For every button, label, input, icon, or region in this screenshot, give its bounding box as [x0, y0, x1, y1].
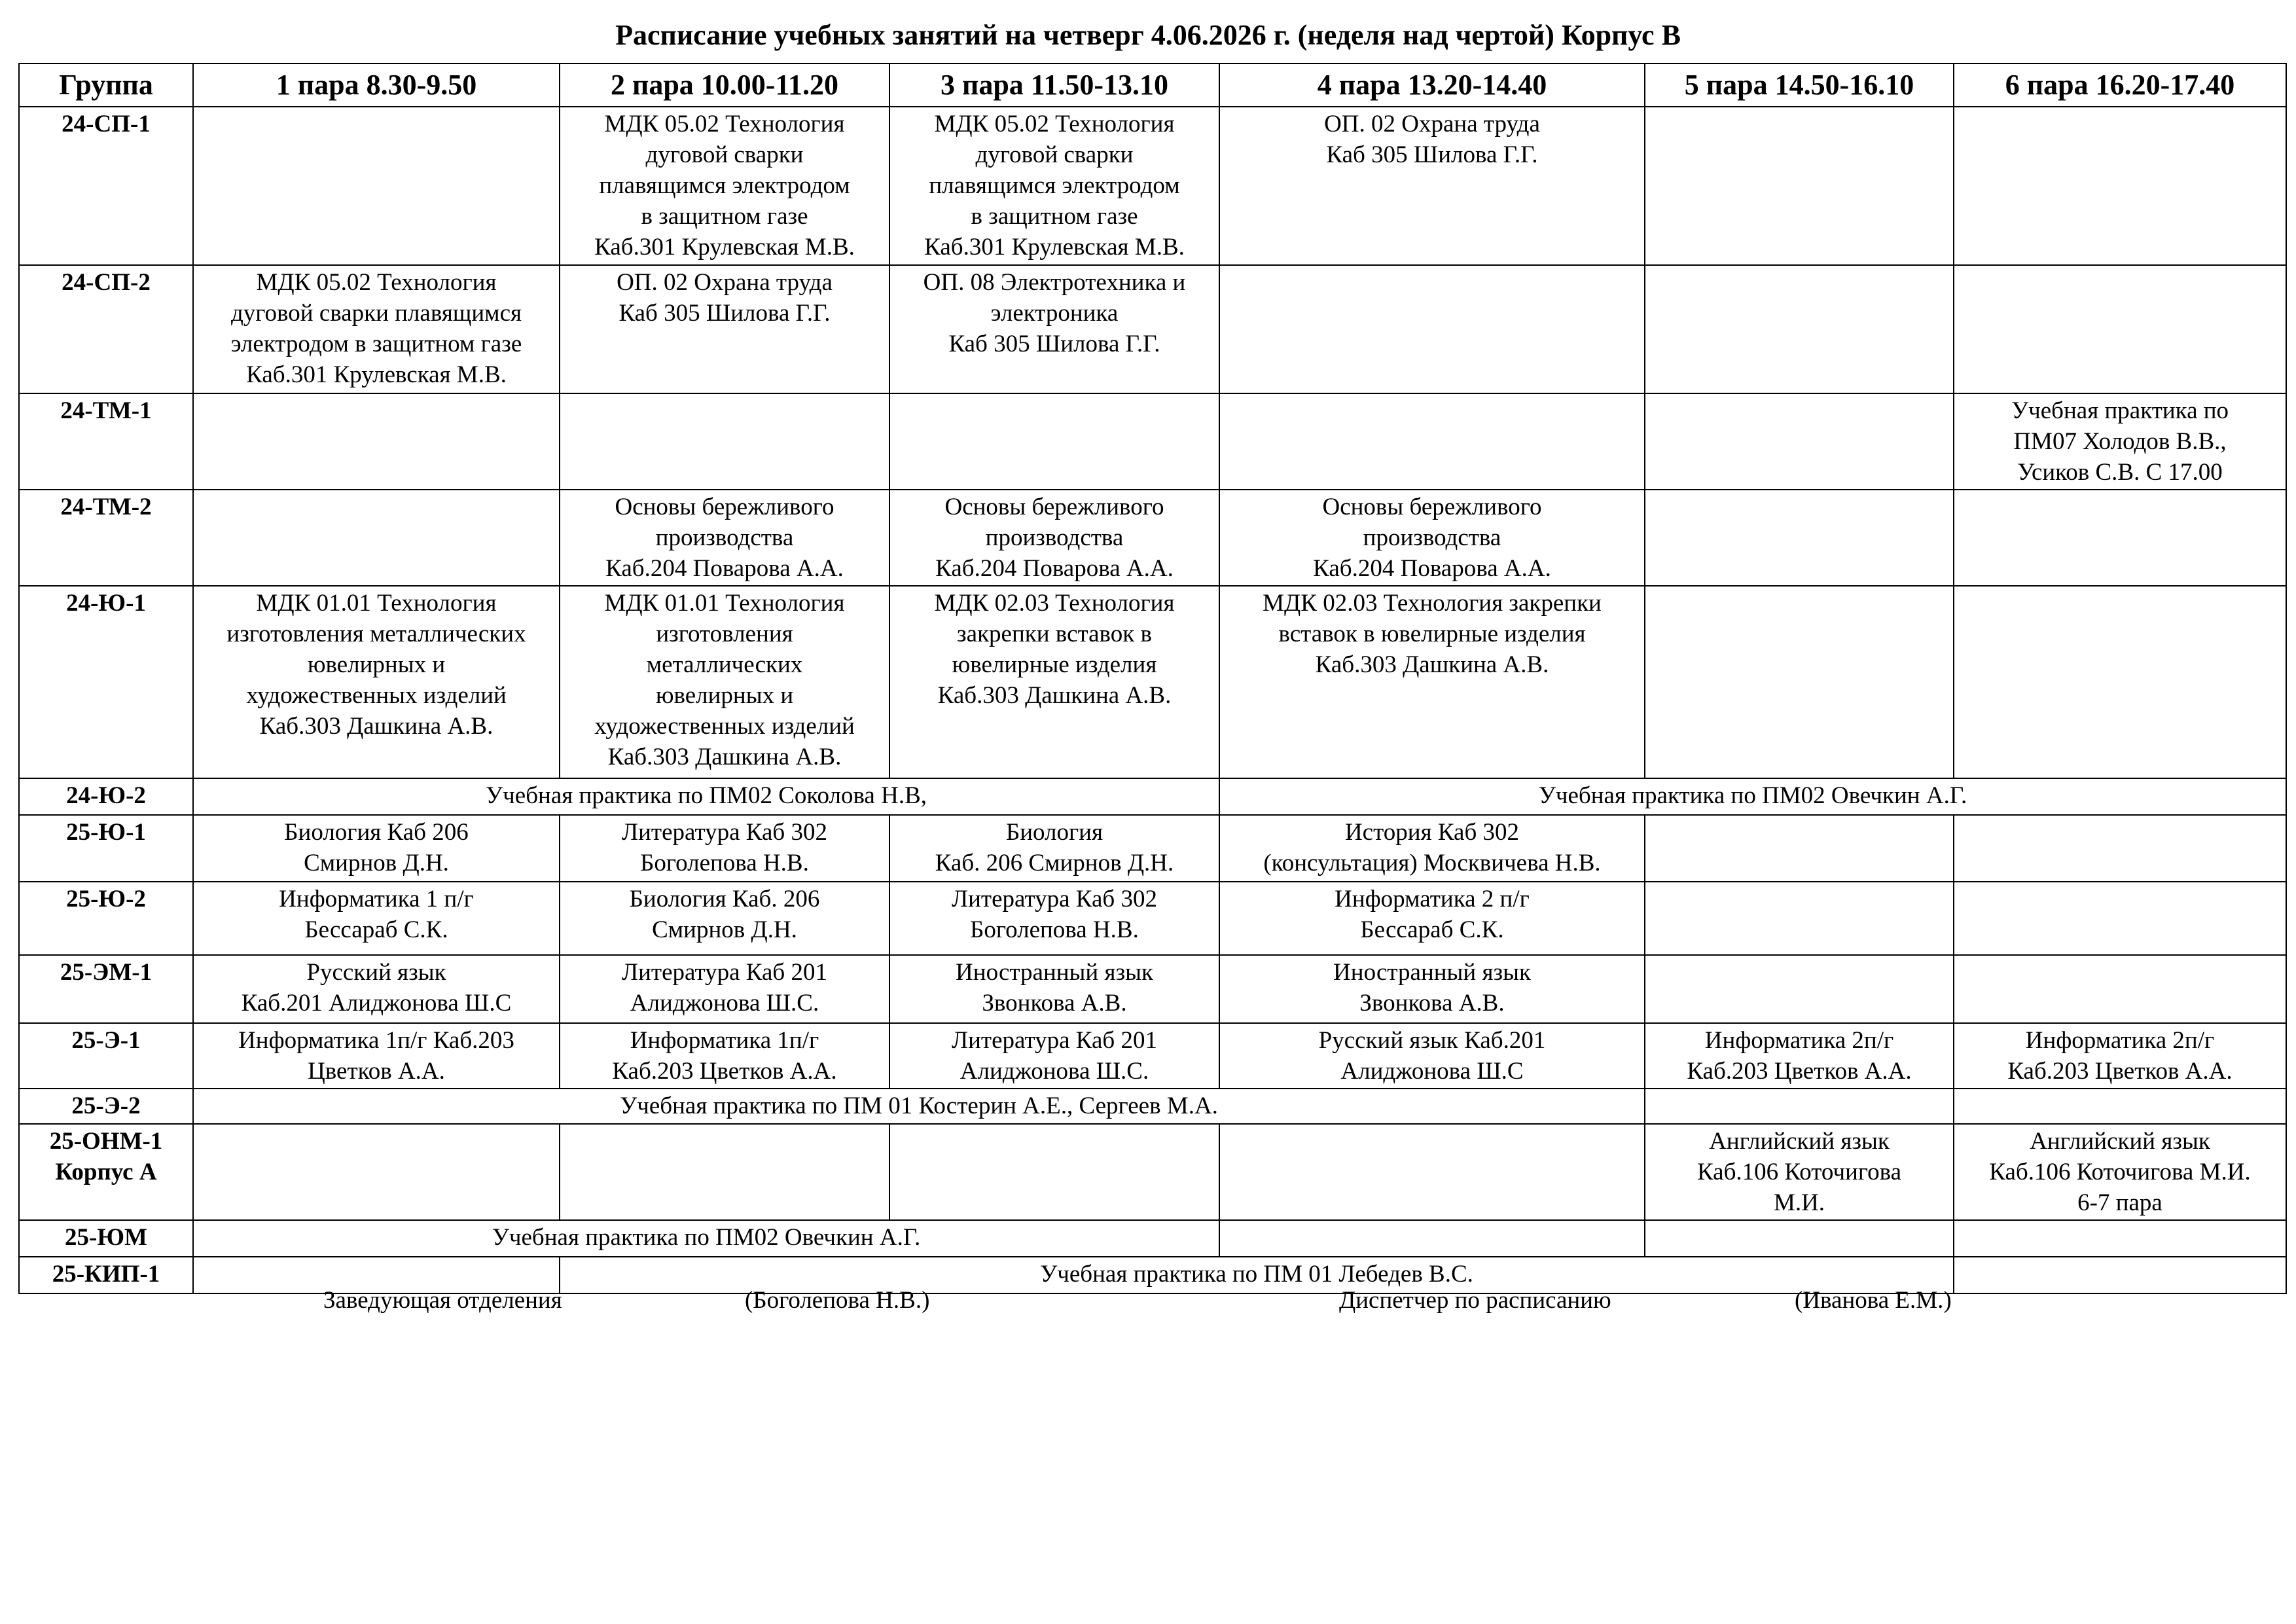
lesson-cell	[1219, 490, 1645, 586]
table-row	[19, 1124, 2286, 1220]
lesson-line: Каб.204 Поварова А.А.	[935, 555, 1174, 582]
table-row	[19, 107, 2286, 265]
table-row	[19, 955, 2286, 1023]
lesson-cell	[193, 393, 560, 490]
table-row	[19, 393, 2286, 490]
table-row	[19, 1089, 2286, 1124]
lesson-line: дуговой сварки плавящимся	[230, 300, 522, 327]
lesson-cell	[1645, 815, 1954, 882]
lesson-cell	[1645, 1124, 1954, 1220]
lesson-cell	[889, 815, 1219, 882]
lesson-line: МДК 02.03 Технология	[934, 590, 1175, 617]
lesson-line: электроника	[990, 300, 1119, 327]
lesson-cell	[1219, 955, 1645, 1023]
lesson-line: Каб.203 Цветков А.А.	[612, 1058, 837, 1085]
group-name: 24-СП-1	[62, 111, 151, 137]
lesson-cell	[889, 490, 1219, 586]
lesson-cell	[889, 393, 1219, 490]
lesson-line: Иностранный язык	[956, 959, 1153, 986]
group-name: 25-ЭМ-1	[60, 959, 152, 986]
lesson-cell	[1645, 955, 1954, 1023]
lesson-line: ОП. 02 Охрана труда	[617, 269, 833, 296]
dispatcher-name: (Иванова Е.М.)	[1795, 1287, 1952, 1314]
group-name: 25-Ю-2	[66, 886, 146, 912]
lesson-line: Информатика 2п/г	[1704, 1027, 1894, 1054]
group-name-cell	[19, 107, 193, 265]
lesson-line: Учебная практика по ПМ02 Соколова Н.В,	[485, 782, 927, 809]
lesson-line: Учебная практика по ПМ02 Овечкин А.Г.	[1538, 782, 1967, 809]
lesson-line: Каб.303 Дашкина А.В.	[1315, 651, 1549, 678]
lesson-line: производства	[655, 524, 794, 551]
group-name: 25-КИП-1	[52, 1261, 160, 1288]
lesson-cell	[560, 1023, 889, 1089]
lesson-line: МДК 02.03 Технология закрепки	[1263, 590, 1602, 617]
lesson-cell	[1954, 586, 2286, 778]
group-name: 25-Э-1	[71, 1027, 141, 1054]
lesson-cell	[193, 490, 560, 586]
lesson-line: ювелирные изделия	[952, 651, 1157, 678]
table-row	[19, 815, 2286, 882]
lesson-line: Смирнов Д.Н.	[304, 850, 449, 876]
lesson-cell	[1645, 265, 1954, 393]
group-name: 25-ЮМ	[65, 1224, 147, 1251]
lesson-line: Биология	[1005, 819, 1103, 846]
lesson-line: Боголепова Н.В.	[640, 850, 809, 876]
lesson-cell	[193, 1220, 1219, 1257]
lesson-cell	[560, 490, 889, 586]
schedule-body	[19, 107, 2286, 1293]
lesson-line: Каб.201 Алиджонова Ш.С	[241, 990, 512, 1017]
table-row	[19, 882, 2286, 955]
lesson-line: в защитном газе	[971, 203, 1138, 230]
lesson-line: Каб. 206 Смирнов Д.Н.	[935, 850, 1174, 876]
lesson-cell	[560, 265, 889, 393]
lesson-line: Каб.303 Дашкина А.В.	[607, 744, 842, 770]
lesson-line: МДК 05.02 Технология	[256, 269, 497, 296]
lesson-line: Бессараб С.К.	[304, 916, 448, 943]
lesson-line: Каб.301 Крулевская М.В.	[594, 234, 855, 261]
lesson-cell	[1219, 778, 2286, 815]
lesson-line: Каб.204 Поварова А.А.	[605, 555, 844, 582]
group-name-cell	[19, 1220, 193, 1257]
lesson-cell	[1219, 1124, 1645, 1220]
lesson-line: Информатика 1п/г	[630, 1027, 819, 1054]
lesson-line: ювелирных и	[307, 651, 446, 678]
schedule-table	[18, 63, 2287, 1294]
group-name: 24-Ю-2	[66, 782, 146, 809]
group-name: 24-ТМ-2	[60, 494, 152, 520]
lesson-cell	[889, 1023, 1219, 1089]
lesson-line: Учебная практика по ПМ 01 Лебедев В.С.	[1040, 1261, 1473, 1288]
header-pair-6: 6 пара 16.20-17.40	[1954, 63, 2286, 107]
lesson-cell	[1954, 815, 2286, 882]
lesson-line: Усиков С.В. С 17.00	[2017, 459, 2223, 486]
lesson-line: Алиджонова Ш.С.	[960, 1058, 1149, 1085]
lesson-line: производства	[985, 524, 1124, 551]
group-name-cell	[19, 1124, 193, 1220]
lesson-cell	[1219, 1023, 1645, 1089]
lesson-line: Основы бережливого	[1322, 494, 1542, 520]
table-row	[19, 778, 2286, 815]
table-row	[19, 490, 2286, 586]
head-name: (Боголепова Н.В.)	[745, 1287, 930, 1314]
group-name-cell	[19, 882, 193, 955]
lesson-cell	[1219, 815, 1645, 882]
head-title: Заведующая отделения	[323, 1287, 562, 1314]
lesson-cell	[1219, 586, 1645, 778]
lesson-cell	[1954, 265, 2286, 393]
lesson-line: Литература Каб 201	[952, 1027, 1157, 1054]
lesson-cell	[889, 882, 1219, 955]
group-name: Корпус А	[55, 1159, 157, 1185]
lesson-cell	[1645, 586, 1954, 778]
lesson-line: вставок в ювелирные изделия	[1278, 621, 1586, 647]
lesson-line: Информатика 1 п/г	[279, 886, 474, 912]
group-name-cell	[19, 586, 193, 778]
lesson-line: Информатика 2 п/г	[1335, 886, 1530, 912]
lesson-line: Английский язык	[2030, 1128, 2210, 1155]
lesson-cell	[560, 815, 889, 882]
lesson-line: дуговой сварки	[975, 141, 1134, 168]
lesson-line: Каб.303 Дашкина А.В.	[259, 713, 493, 740]
header-pair-1: 1 пара 8.30-9.50	[193, 63, 560, 107]
lesson-line: Информатика 1п/г Каб.203	[238, 1027, 514, 1054]
lesson-cell	[1645, 490, 1954, 586]
lesson-cell	[1645, 1089, 1954, 1124]
group-name-cell	[19, 490, 193, 586]
page-title: Расписание учебных занятий на четверг 4.06.2026 г. (неделя над чертой) Корпус В	[615, 19, 1681, 51]
lesson-line: Иностранный язык	[1333, 959, 1531, 986]
lesson-line: электродом в защитном газе	[230, 331, 522, 357]
table-row	[19, 265, 2286, 393]
lesson-cell	[1954, 393, 2286, 490]
lesson-cell	[1954, 1124, 2286, 1220]
lesson-line: История Каб 302	[1344, 819, 1520, 846]
lesson-cell	[1954, 955, 2286, 1023]
lesson-cell	[1954, 1257, 2286, 1293]
lesson-line: художественных изделий	[246, 682, 507, 709]
lesson-cell	[193, 882, 560, 955]
group-name-cell	[19, 265, 193, 393]
lesson-cell	[1219, 265, 1645, 393]
table-row	[19, 1220, 2286, 1257]
lesson-line: М.И.	[1773, 1189, 1825, 1216]
lesson-line: Цветков А.А.	[308, 1058, 445, 1085]
lesson-cell	[1954, 107, 2286, 265]
group-name: 24-Ю-1	[66, 590, 146, 617]
lesson-line: ювелирных и	[655, 682, 794, 709]
lesson-cell	[1645, 1023, 1954, 1089]
group-name-cell	[19, 1089, 193, 1124]
lesson-line: Каб 305 Шилова Г.Г.	[948, 331, 1160, 357]
lesson-cell	[193, 955, 560, 1023]
lesson-line: Русский язык Каб.201	[1318, 1027, 1546, 1054]
group-name: 24-СП-2	[62, 269, 151, 296]
lesson-cell	[889, 955, 1219, 1023]
group-name: 25-ОНМ-1	[49, 1128, 163, 1155]
header-pair-4: 4 пара 13.20-14.40	[1219, 63, 1645, 107]
lesson-cell	[889, 107, 1219, 265]
table-row	[19, 1023, 2286, 1089]
lesson-cell	[560, 1124, 889, 1220]
lesson-cell	[1219, 393, 1645, 490]
lesson-cell	[1219, 107, 1645, 265]
lesson-line: изготовления металлических	[226, 621, 526, 647]
lesson-line: Русский язык	[306, 959, 446, 986]
lesson-cell	[1219, 1220, 1645, 1257]
lesson-line: Каб.303 Дашкина А.В.	[937, 682, 1172, 709]
lesson-cell	[1954, 1220, 2286, 1257]
lesson-line: Литература Каб 201	[622, 959, 827, 986]
lesson-line: дуговой сварки	[645, 141, 804, 168]
lesson-line: Каб.204 Поварова А.А.	[1313, 555, 1551, 582]
lesson-line: производства	[1363, 524, 1501, 551]
group-name: 24-ТМ-1	[60, 397, 152, 424]
header-pair-2: 2 пара 10.00-11.20	[560, 63, 889, 107]
lesson-cell	[1954, 1023, 2286, 1089]
lesson-cell	[193, 265, 560, 393]
lesson-line: Английский язык	[1709, 1128, 1890, 1155]
group-name-cell	[19, 778, 193, 815]
lesson-line: Алиджонова Ш.С	[1340, 1058, 1524, 1085]
lesson-line: ОП. 08 Электротехника и	[923, 269, 1186, 296]
lesson-line: Боголепова Н.В.	[970, 916, 1139, 943]
lesson-cell	[193, 778, 1219, 815]
lesson-cell	[1645, 1220, 1954, 1257]
lesson-line: Биология Каб 206	[284, 819, 469, 846]
lesson-line: МДК 01.01 Технология	[256, 590, 497, 617]
lesson-cell	[1954, 1089, 2286, 1124]
lesson-line: изготовления	[656, 621, 793, 647]
lesson-cell	[889, 586, 1219, 778]
lesson-cell	[1645, 882, 1954, 955]
lesson-line: Биология Каб. 206	[629, 886, 820, 912]
lesson-line: Бессараб С.К.	[1360, 916, 1504, 943]
lesson-line: металлических	[646, 651, 803, 678]
lesson-line: Каб.301 Крулевская М.В.	[246, 361, 507, 388]
lesson-line: МДК 05.02 Технология	[934, 111, 1175, 137]
lesson-line: Каб 305 Шилова Г.Г.	[619, 300, 831, 327]
lesson-cell	[193, 815, 560, 882]
header-row	[19, 63, 2286, 107]
lesson-line: плавящимся электродом	[929, 172, 1180, 199]
lesson-line: Литература Каб 302	[622, 819, 827, 846]
lesson-line: ПМ07 Холодов В.В.,	[2013, 428, 2227, 455]
lesson-cell	[1645, 393, 1954, 490]
lesson-line: Учебная практика по	[2011, 397, 2229, 424]
lesson-cell	[193, 586, 560, 778]
lesson-line: ОП. 02 Охрана труда	[1324, 111, 1540, 137]
lesson-cell	[193, 1023, 560, 1089]
lesson-line: Звонкова А.В.	[982, 990, 1127, 1017]
lesson-line: Алиджонова Ш.С.	[630, 990, 819, 1017]
lesson-line: Основы бережливого	[944, 494, 1164, 520]
lesson-cell	[1645, 107, 1954, 265]
lesson-cell	[193, 1089, 1645, 1124]
lesson-line: Каб.106 Коточигова М.И.	[1989, 1159, 2251, 1185]
lesson-line: Учебная практика по ПМ02 Овечкин А.Г.	[492, 1224, 921, 1251]
lesson-line: Учебная практика по ПМ 01 Костерин А.Е., Сергеев М.А.	[620, 1092, 1218, 1119]
lesson-cell	[560, 107, 889, 265]
header-group: Группа	[19, 63, 193, 107]
lesson-cell	[560, 955, 889, 1023]
lesson-line: 6-7 пара	[2077, 1189, 2162, 1216]
lesson-line: Смирнов Д.Н.	[652, 916, 797, 943]
lesson-line: Каб.301 Крулевская М.В.	[924, 234, 1185, 261]
lesson-line: МДК 05.02 Технология	[604, 111, 845, 137]
lesson-line: Каб.203 Цветков А.А.	[2007, 1058, 2233, 1085]
lesson-cell	[1954, 490, 2286, 586]
lesson-cell	[560, 882, 889, 955]
lesson-cell	[193, 1124, 560, 1220]
group-name: 25-Ю-1	[66, 819, 146, 846]
lesson-line: (консультация) Москвичева Н.В.	[1263, 850, 1601, 876]
lesson-line: плавящимся электродом	[599, 172, 850, 199]
lesson-line: Звонкова А.В.	[1359, 990, 1505, 1017]
lesson-cell	[193, 107, 560, 265]
lesson-line: в защитном газе	[641, 203, 808, 230]
header-pair-3: 3 пара 11.50-13.10	[889, 63, 1219, 107]
group-name-cell	[19, 1257, 193, 1293]
lesson-cell	[560, 393, 889, 490]
group-name-cell	[19, 393, 193, 490]
lesson-cell	[1954, 882, 2286, 955]
lesson-line: Литература Каб 302	[952, 886, 1157, 912]
lesson-line: Основы бережливого	[615, 494, 834, 520]
lesson-line: закрепки вставок в	[957, 621, 1152, 647]
lesson-cell	[1219, 882, 1645, 955]
dispatcher-title: Диспетчер по расписанию	[1339, 1287, 1611, 1314]
lesson-line: Каб.203 Цветков А.А.	[1687, 1058, 1912, 1085]
lesson-line: Информатика 2п/г	[2025, 1027, 2215, 1054]
lesson-cell	[889, 1124, 1219, 1220]
group-name-cell	[19, 1023, 193, 1089]
group-name-cell	[19, 815, 193, 882]
lesson-cell	[560, 586, 889, 778]
lesson-line: Каб.106 Коточигова	[1696, 1159, 1902, 1185]
lesson-line: Каб 305 Шилова Г.Г.	[1326, 141, 1538, 168]
header-pair-5: 5 пара 14.50-16.10	[1645, 63, 1954, 107]
group-name-cell	[19, 955, 193, 1023]
lesson-line: художественных изделий	[594, 713, 855, 740]
group-name: 25-Э-2	[71, 1092, 141, 1119]
table-row	[19, 586, 2286, 778]
lesson-cell	[889, 265, 1219, 393]
lesson-line: МДК 01.01 Технология	[604, 590, 845, 617]
